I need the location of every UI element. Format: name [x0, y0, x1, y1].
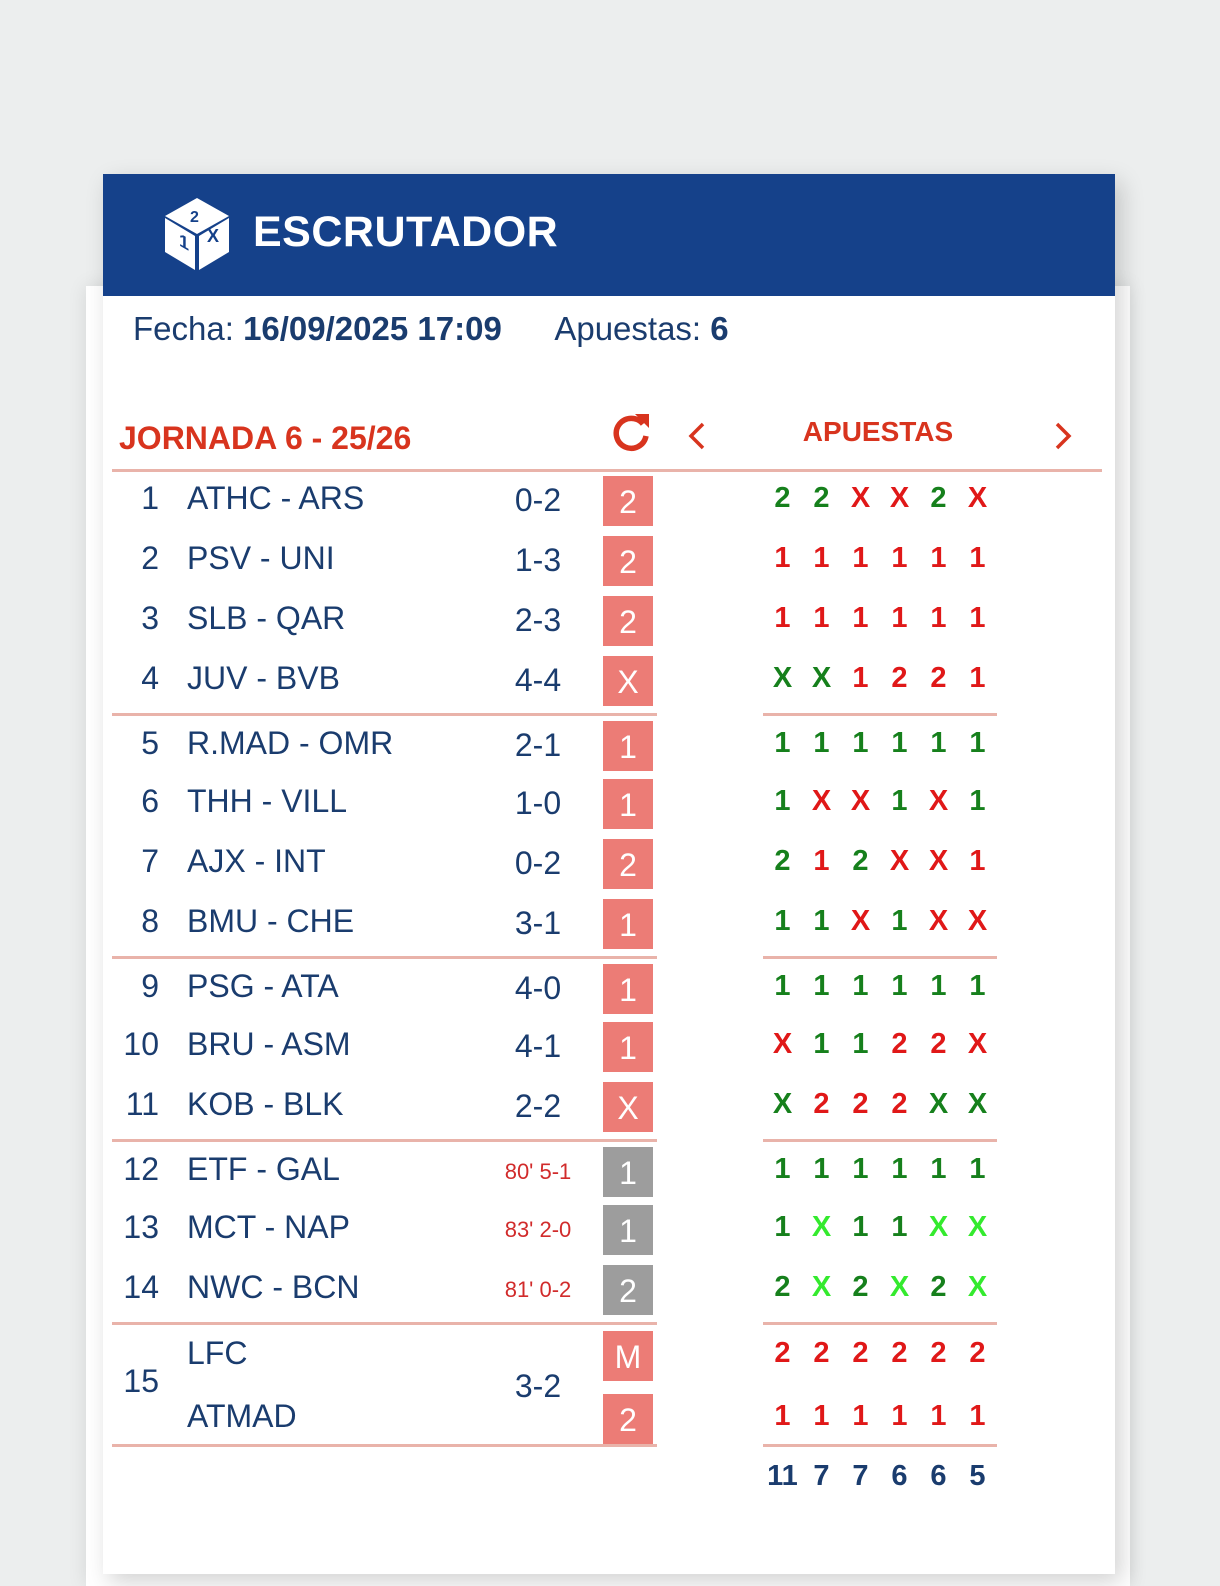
match-row: [103, 895, 1115, 955]
result-badge: M: [603, 1331, 653, 1381]
bet-cells: [763, 905, 997, 945]
match-row: [103, 835, 1115, 895]
match-row: [103, 532, 1115, 592]
match-score: 4-0: [514, 970, 562, 1006]
apuestas-header: APUESTAS: [802, 416, 954, 447]
group-divider: [112, 713, 657, 716]
bet-cell: 1: [774, 1211, 791, 1243]
bet-cells: [763, 1088, 997, 1128]
bet-cell: 1: [891, 542, 908, 574]
bet-cell: X: [928, 1211, 949, 1243]
bet-cells: [763, 1028, 997, 1068]
bet-cell: X: [889, 845, 910, 877]
bet-cell: X: [928, 845, 949, 877]
total-cell: 7: [852, 1460, 869, 1492]
dice-logo-icon: [163, 196, 231, 272]
match-row: [103, 775, 1115, 835]
match-score: 2-1: [514, 727, 562, 763]
group-divider: [112, 956, 657, 959]
chevron-right-icon[interactable]: [1047, 418, 1077, 454]
total-cell: 11: [767, 1460, 798, 1492]
match-number: 6: [141, 783, 159, 819]
bet-cell: 2: [930, 1271, 947, 1303]
result-badge: 1: [603, 964, 653, 1014]
bet-cell: 2: [852, 1088, 869, 1120]
match-teams: KOB - BLK: [187, 1086, 344, 1122]
bet-cell: X: [928, 785, 949, 817]
bet-cells: [763, 1400, 997, 1440]
bet-cell: 2: [774, 845, 791, 877]
match-row: [103, 1261, 1115, 1321]
bet-cells: [763, 727, 997, 767]
bet-cell: 1: [813, 1400, 830, 1432]
match-teams: THH - VILL: [187, 783, 348, 819]
bet-cell: 1: [891, 970, 908, 1002]
match-number: 8: [141, 903, 159, 939]
bet-cell: 1: [891, 1153, 908, 1185]
bet-cell: 2: [813, 482, 830, 514]
bet-cells: [763, 785, 997, 825]
match-number: 4: [141, 660, 159, 696]
match-teams: BRU - ASM: [187, 1026, 351, 1062]
bet-cell: X: [967, 1211, 988, 1243]
bet-cells: [763, 662, 997, 702]
match-score: 0-2: [514, 482, 562, 518]
bet-cell: X: [967, 1088, 988, 1120]
bet-cell: 1: [813, 1153, 830, 1185]
match-row: [103, 1018, 1115, 1078]
pleno-number: 15: [123, 1363, 159, 1399]
bet-cell: 1: [774, 905, 791, 937]
bet-cell: 1: [930, 1153, 947, 1185]
match-score: 0-2: [514, 845, 562, 881]
bet-cell: 1: [852, 602, 869, 634]
match-teams: JUV - BVB: [187, 660, 340, 696]
match-teams: NWC - BCN: [187, 1269, 360, 1305]
match-row: [103, 652, 1115, 712]
bet-cell: X: [772, 662, 793, 694]
bet-cell: 1: [774, 1400, 791, 1432]
result-badge: 1: [603, 1022, 653, 1072]
bet-cell: 1: [852, 1211, 869, 1243]
match-row: [103, 960, 1115, 1020]
bet-cell: 1: [969, 727, 986, 759]
match-number: 13: [123, 1209, 159, 1245]
match-teams: SLB - QAR: [187, 600, 346, 636]
match-teams: R.MAD - OMR: [187, 725, 394, 761]
bet-cell: X: [811, 662, 832, 694]
apuestas-count-label: Apuestas:: [554, 310, 702, 347]
pleno-score: 3-2: [514, 1368, 562, 1404]
bets-group-divider: [763, 1139, 997, 1142]
result-badge: 2: [603, 476, 653, 526]
bet-cell: 1: [969, 785, 986, 817]
result-badge: X: [603, 1082, 653, 1132]
match-row: [103, 592, 1115, 652]
match-teams: MCT - NAP: [187, 1209, 350, 1245]
logo-face-1: 1: [179, 229, 190, 256]
bet-cell: 1: [930, 727, 947, 759]
bet-cell: 2: [930, 662, 947, 694]
bet-cell: 1: [969, 1400, 986, 1432]
bet-cell: 1: [774, 602, 791, 634]
bet-cell: 1: [813, 727, 830, 759]
fecha-label: Fecha:: [133, 310, 234, 347]
bet-cell: 2: [930, 482, 947, 514]
info-line: [133, 310, 729, 348]
total-cell: 6: [930, 1460, 947, 1492]
total-cell: 5: [969, 1460, 986, 1492]
bet-cell: 1: [969, 970, 986, 1002]
bet-cell: 1: [813, 970, 830, 1002]
match-number: 1: [141, 480, 159, 516]
bet-cell: 1: [969, 662, 986, 694]
bet-cell: 1: [852, 727, 869, 759]
match-row: [103, 472, 1115, 532]
match-teams: ATHC - ARS: [187, 480, 365, 516]
bet-cell: 2: [852, 845, 869, 877]
match-number: 5: [141, 725, 159, 761]
bet-cell: X: [850, 482, 871, 514]
bet-cell: X: [811, 1271, 832, 1303]
fecha-value: 16/09/2025 17:09: [243, 310, 502, 347]
bet-cell: 2: [774, 1337, 791, 1369]
bet-cell: 1: [813, 905, 830, 937]
bet-cells: [763, 1211, 997, 1251]
bet-cell: 1: [891, 905, 908, 937]
match-score: 4-4: [514, 662, 562, 698]
match-score: 80' 5-1: [504, 1159, 572, 1184]
bet-cell: 1: [969, 542, 986, 574]
match-score: 3-1: [514, 905, 562, 941]
bet-cell: 1: [852, 1028, 869, 1060]
bet-cell: X: [967, 1028, 988, 1060]
match-teams: AJX - INT: [187, 843, 326, 879]
pleno-row: [103, 1390, 1115, 1450]
bet-cell: X: [967, 905, 988, 937]
bet-cell: 1: [852, 542, 869, 574]
bet-cell: X: [850, 905, 871, 937]
bet-cell: 1: [891, 1400, 908, 1432]
refresh-icon[interactable]: [609, 410, 653, 454]
bet-cell: 2: [774, 1271, 791, 1303]
total-cell: 7: [813, 1460, 830, 1492]
bet-cell: 1: [969, 1153, 986, 1185]
pleno-team: ATMAD: [187, 1398, 297, 1434]
bet-cell: 2: [813, 1088, 830, 1120]
totals-row: [763, 1460, 997, 1500]
bet-cells: [763, 482, 997, 522]
bet-cell: X: [850, 785, 871, 817]
bet-cells: [763, 1271, 997, 1311]
bet-cell: 2: [813, 1337, 830, 1369]
bet-cells: [763, 970, 997, 1010]
bet-cell: 2: [930, 1337, 947, 1369]
bet-cell: 1: [891, 785, 908, 817]
match-score: 4-1: [514, 1028, 562, 1064]
result-badge: 2: [603, 1265, 653, 1315]
bet-cell: 1: [813, 1028, 830, 1060]
bet-cell: 1: [774, 727, 791, 759]
match-score: 81' 0-2: [504, 1277, 572, 1302]
match-row: [103, 1078, 1115, 1138]
bet-cells: [763, 845, 997, 885]
bet-cell: 1: [930, 1400, 947, 1432]
app-header: [103, 174, 1115, 296]
bet-cell: X: [928, 1088, 949, 1120]
bet-cell: X: [967, 1271, 988, 1303]
bet-cell: 1: [969, 845, 986, 877]
bet-cells: [763, 1337, 997, 1377]
match-number: 2: [141, 540, 159, 576]
result-badge: 2: [603, 1394, 653, 1444]
bet-cell: 2: [891, 1337, 908, 1369]
bet-cell: 1: [969, 602, 986, 634]
bet-cell: 1: [852, 970, 869, 1002]
bet-cell: X: [889, 482, 910, 514]
bet-cell: X: [772, 1028, 793, 1060]
match-number: 7: [141, 843, 159, 879]
bet-cell: X: [811, 785, 832, 817]
result-badge: 1: [603, 721, 653, 771]
result-badge: X: [603, 656, 653, 706]
bet-cell: 1: [774, 970, 791, 1002]
bet-cell: 1: [813, 845, 830, 877]
bet-cell: 2: [969, 1337, 986, 1369]
result-badge: 1: [603, 899, 653, 949]
bet-cell: X: [811, 1211, 832, 1243]
bet-cells: [763, 542, 997, 582]
match-row: [103, 717, 1115, 777]
result-badge: 1: [603, 1147, 653, 1197]
match-number: 9: [141, 968, 159, 1004]
bet-cell: 1: [774, 785, 791, 817]
match-teams: BMU - CHE: [187, 903, 355, 939]
bet-cell: 1: [813, 602, 830, 634]
bet-cell: 1: [891, 727, 908, 759]
match-teams: PSG - ATA: [187, 968, 339, 1004]
apuestas-count-value: 6: [710, 310, 729, 347]
bet-cell: 2: [891, 1028, 908, 1060]
bet-cells: [763, 602, 997, 642]
bet-cell: 2: [774, 482, 791, 514]
jornada-title: JORNADA 6 - 25/26: [119, 420, 412, 456]
match-number: 11: [125, 1086, 159, 1122]
bets-group-divider: [763, 1322, 997, 1325]
bet-cell: 1: [774, 542, 791, 574]
bet-cell: X: [772, 1088, 793, 1120]
bet-cell: 2: [891, 662, 908, 694]
pleno-row: [103, 1327, 1115, 1387]
match-score: 1-0: [514, 785, 562, 821]
result-badge: 1: [603, 779, 653, 829]
result-badge: 2: [603, 839, 653, 889]
result-badge: 2: [603, 536, 653, 586]
match-teams: PSV - UNI: [187, 540, 335, 576]
logo-face-2: 2: [190, 209, 199, 226]
match-number: 10: [123, 1026, 159, 1062]
group-divider: [112, 1139, 657, 1142]
bet-cell: 1: [891, 602, 908, 634]
bet-cell: X: [967, 482, 988, 514]
bet-cell: 1: [930, 542, 947, 574]
result-badge: 2: [603, 596, 653, 646]
pleno-team: LFC: [187, 1335, 248, 1371]
bet-cell: 1: [774, 1153, 791, 1185]
escrutador-card: [103, 174, 1115, 1574]
bet-cell: 1: [852, 662, 869, 694]
chevron-left-icon[interactable]: [683, 418, 713, 454]
result-badge: 1: [603, 1205, 653, 1255]
bet-cell: 1: [852, 1400, 869, 1432]
bets-group-divider: [763, 713, 997, 716]
bets-group-divider: [763, 956, 997, 959]
bet-cell: 2: [852, 1337, 869, 1369]
bet-cells: [763, 1153, 997, 1193]
match-score: 83' 2-0: [504, 1217, 572, 1242]
bet-cell: 2: [852, 1271, 869, 1303]
match-row: [103, 1201, 1115, 1261]
bet-cell: 1: [813, 542, 830, 574]
bet-cell: 1: [930, 970, 947, 1002]
match-row: [103, 1143, 1115, 1203]
bet-cell: 2: [891, 1088, 908, 1120]
bet-cell: X: [889, 1271, 910, 1303]
match-score: 2-2: [514, 1088, 562, 1124]
group-divider: [112, 1322, 657, 1325]
total-cell: 6: [891, 1460, 908, 1492]
match-number: 3: [141, 600, 159, 636]
bet-cell: X: [928, 905, 949, 937]
match-score: 1-3: [514, 542, 562, 578]
bet-cell: 2: [930, 1028, 947, 1060]
match-score: 2-3: [514, 602, 562, 638]
app-title: ESCRUTADOR: [253, 208, 559, 256]
match-teams: ETF - GAL: [187, 1151, 340, 1187]
match-number: 12: [123, 1151, 159, 1187]
match-number: 14: [123, 1269, 159, 1305]
bet-cell: 1: [852, 1153, 869, 1185]
logo-face-x: X: [207, 226, 220, 246]
bet-cell: 1: [891, 1211, 908, 1243]
bet-cell: 1: [930, 602, 947, 634]
